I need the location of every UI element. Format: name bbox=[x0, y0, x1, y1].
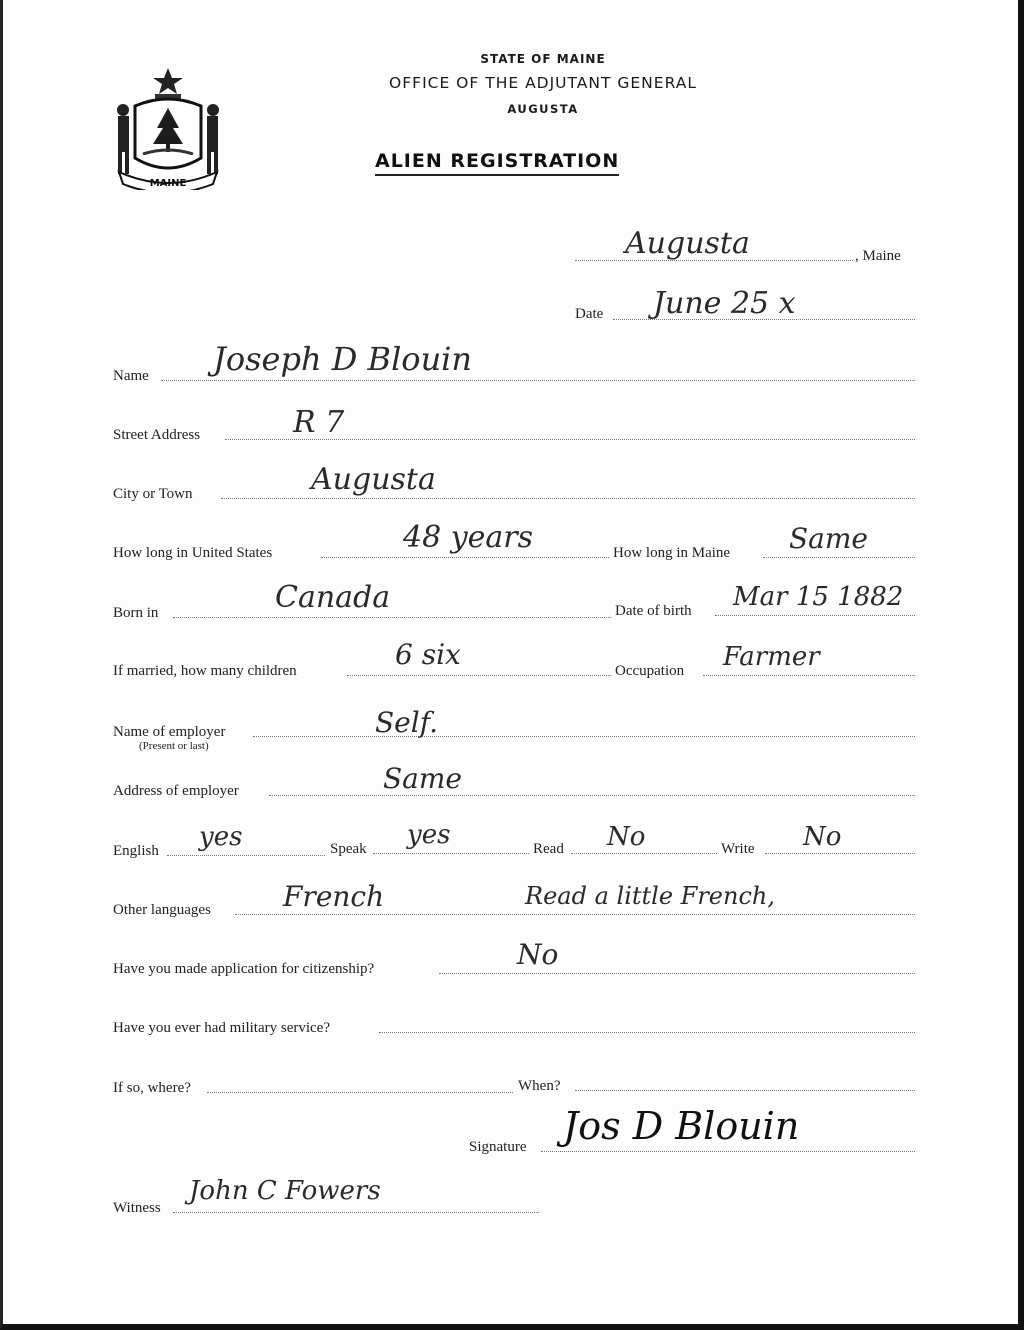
dob-label: Date of birth bbox=[615, 603, 692, 619]
speak-line bbox=[373, 853, 529, 854]
employer-address-line bbox=[269, 795, 915, 796]
citizenship-label: Have you made application for citizenship? bbox=[113, 961, 375, 977]
born-entry: Canada bbox=[275, 580, 391, 615]
witness-line bbox=[173, 1212, 539, 1213]
occupation-label: Occupation bbox=[615, 663, 685, 679]
when-line bbox=[575, 1090, 915, 1091]
employer-address-entry: Same bbox=[383, 762, 462, 795]
maine-entry: Same bbox=[789, 522, 868, 555]
read-entry: No bbox=[607, 822, 646, 852]
military-label: Have you ever had military service? bbox=[113, 1020, 330, 1036]
witness-entry: John C Fowers bbox=[189, 1176, 381, 1206]
street-label: Street Address bbox=[113, 427, 201, 443]
born-label: Born in bbox=[113, 605, 159, 621]
name-line bbox=[161, 380, 915, 381]
employer-address-label: Address of employer bbox=[113, 783, 239, 799]
dob-entry: Mar 15 1882 bbox=[733, 582, 904, 612]
when-label: When? bbox=[518, 1078, 561, 1094]
write-entry: No bbox=[803, 822, 842, 852]
employer-sublabel: (Present or last) bbox=[139, 740, 209, 752]
write-label: Write bbox=[721, 841, 755, 857]
occupation-line bbox=[703, 675, 915, 676]
form-title: ALIEN REGISTRATION bbox=[375, 150, 619, 176]
street-entry: R 7 bbox=[293, 405, 345, 440]
signature-label: Signature bbox=[469, 1139, 527, 1155]
read-label: Read bbox=[533, 841, 564, 857]
children-entry: 6 six bbox=[395, 638, 461, 671]
header-state: STATE OF MAINE bbox=[480, 52, 606, 66]
name-label: Name bbox=[113, 368, 149, 384]
witness-label: Witness bbox=[113, 1200, 161, 1216]
citizenship-entry: No bbox=[517, 938, 559, 971]
write-line bbox=[765, 853, 915, 854]
dob-line bbox=[715, 615, 915, 616]
military-line bbox=[379, 1032, 915, 1033]
maine-line bbox=[763, 557, 915, 558]
date-label: Date bbox=[575, 306, 604, 322]
citizenship-line bbox=[439, 973, 915, 974]
maine-state-seal-icon bbox=[115, 66, 221, 190]
employer-entry: Self. bbox=[375, 706, 438, 739]
signature-line bbox=[541, 1151, 915, 1152]
signature-entry: Jos D Blouin bbox=[563, 1104, 800, 1148]
name-entry: Joseph D Blouin bbox=[213, 340, 473, 378]
employer-label: Name of employer bbox=[113, 724, 226, 740]
other-languages-note: Read a little French, bbox=[525, 882, 775, 910]
speak-entry: yes bbox=[407, 820, 451, 850]
other-languages-label: Other languages bbox=[113, 902, 211, 918]
english-entry: yes bbox=[199, 822, 243, 852]
date-entry: June 25 x bbox=[653, 286, 796, 321]
children-label: If married, how many children bbox=[113, 663, 297, 679]
english-label: English bbox=[113, 843, 159, 859]
seal-banner-text: MAINE bbox=[149, 178, 187, 189]
us-label: How long in United States bbox=[113, 545, 273, 561]
place-entry: Augusta bbox=[625, 226, 750, 261]
employer-line bbox=[253, 736, 915, 737]
maine-label: How long in Maine bbox=[613, 545, 731, 561]
where-label: If so, where? bbox=[113, 1080, 191, 1096]
us-entry: 48 years bbox=[403, 520, 534, 555]
city-line bbox=[221, 498, 915, 499]
english-line bbox=[167, 855, 325, 856]
where-line bbox=[207, 1092, 513, 1093]
us-line bbox=[321, 557, 609, 558]
header-office: OFFICE OF THE ADJUTANT GENERAL bbox=[389, 74, 697, 92]
read-line bbox=[571, 853, 717, 854]
other-languages-entry: French bbox=[283, 880, 385, 913]
occupation-entry: Farmer bbox=[723, 642, 820, 672]
speak-label: Speak bbox=[330, 841, 367, 857]
born-line bbox=[173, 617, 611, 618]
city-label: City or Town bbox=[113, 486, 193, 502]
city-entry: Augusta bbox=[311, 462, 436, 497]
other-languages-line bbox=[235, 914, 915, 915]
header-city: AUGUSTA bbox=[507, 102, 579, 116]
children-line bbox=[347, 675, 611, 676]
place-suffix: , Maine bbox=[855, 248, 901, 264]
